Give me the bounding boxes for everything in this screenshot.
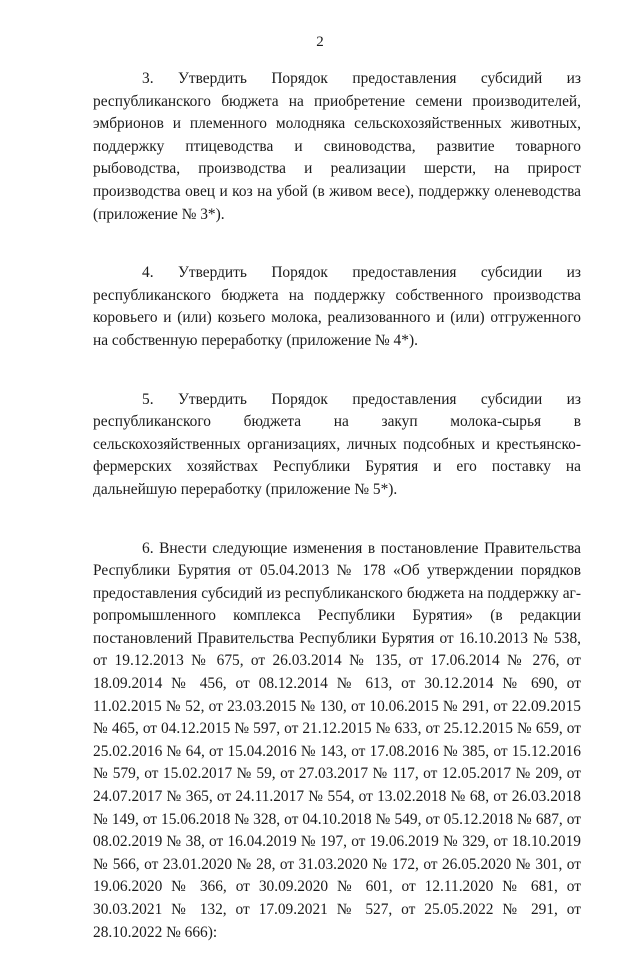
paragraph-item-4: 4. Утвердить Порядок предоставления субсидии из республиканского бюджета на поддержку собственного производства коровьего и (или) козьего молока, реализованного и (или) отгруженного на собственную переработку (приложение № 4*).: [93, 264, 581, 349]
paragraph-item-5: 5. Утвердить Порядок предоставления субсидии из республиканского бюджета на закуп молока-сырья в сельскохозяйственных организациях, личных подсобных и крестьянско-фермерских хозяйствах Республики Бурятия и его поставку на дальнейшую переработку (приложение № 5*).: [93, 390, 581, 498]
paragraph-item-3: 3. Утвердить Порядок предоставления субсидий из республиканского бюджета на приобретение семени производителей, эмбрионов и племенного молодняка сельскохозяйственных животных, поддержку птицеводства и свиноводства, развитие товарного рыбоводства, производства и реализации шерсти, на прирост производства овец и коз на убой (в живом весе), поддержку оленеводства (приложение № 3*).: [93, 70, 581, 223]
document-body: [93, 68, 581, 980]
paragraph-item-6: 6. Внести следующие изменения в постановление Правительства Республики Бурятия от 05.04.2013 № 178 «Об утверждении порядков предоставления субсидий из республиканского бюджета на поддержку агропромышленного комплекса Республики Бурятия» (в редакции постановлений Правительства Республики Бурятия от 16.10.2013 № 538, от 19.12.2013 № 675, от 26.03.2014 № 135, от 17.06.2014 № 276, от 18.09.2014 № 456, от 08.12.2014 № 613, от 30.12.2014 № 690, от 11.02.2015 № 52, от 23.03.2015 № 130, от 10.06.2015 № 291, от 22.09.2015 № 465, от 04.12.2015 № 597, от 21.12.2015 № 633, от 25.12.2015 № 659, от 25.02.2016 № 64, от 15.04.2016 № 143, от 17.08.2016 № 385, от 15.12.2016 № 579, от 15.02.2017 № 59, от 27.03.2017 № 117, от 12.05.2017 № 209, от 24.07.2017 № 365, от 24.11.2017 № 554, от 13.02.2018 № 68, от 26.03.2018 № 149, от 15.06.2018 № 328, от 04.10.2018 № 549, от 05.12.2018 № 687, от 08.02.2019 № 38, от 16.04.2019 № 197, от 19.06.2019 № 329, от 18.10.2019 № 566, от 23.01.2020 № 28, от 31.03.2020 № 172, от 26.05.2020 № 301, от 19.06.2020 № 366, от 30.09.2020 № 601, от 12.11.2020 № 681, от 30.03.2021 № 132, от 17.09.2021 № 527, от 25.05.2022 № 291, от 28.10.2022 № 666):: [93, 539, 581, 941]
page-number: 2: [316, 34, 324, 50]
